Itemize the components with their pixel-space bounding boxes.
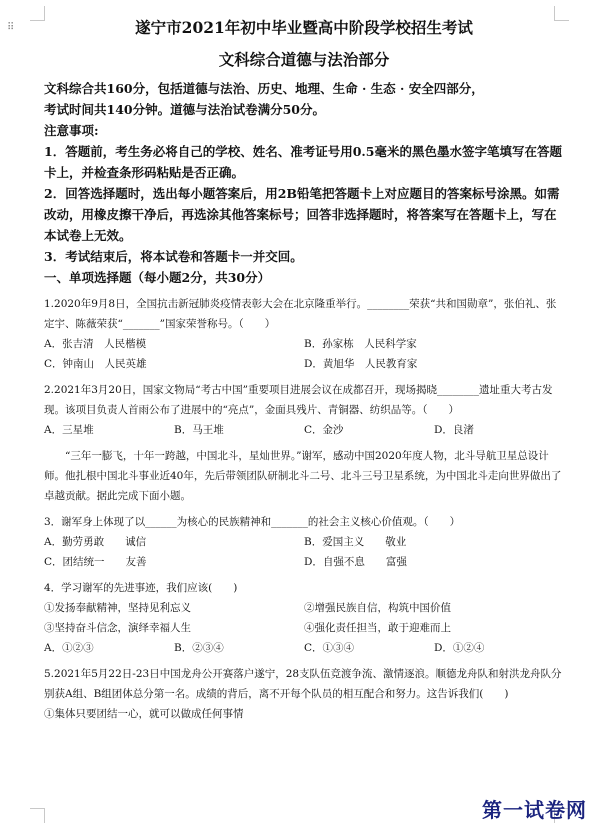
statement: ③坚持奋斗信念，演绎幸福人生 bbox=[44, 622, 191, 634]
option: C．钟南山 人民英雄 bbox=[44, 358, 147, 370]
notice-item: 1．答题前，考生务必将自己的学校、姓名、准考证号用0.5毫米的黑色墨水签字笔填写在答题卡上，并检查条形码粘贴是否正确。 bbox=[44, 144, 562, 180]
reading-passage: “三年一膨飞，十年一跨越，中国北斗，星灿世界。”谢军，感动中国2020年度人物，北斗导航卫星总设计师。他扎根中国北斗事业近40年，先后带领团队研制北斗二号、北斗三号卫星系统，为中国北斗走向世界做出了卓越贡献。据此完成下面小题。 bbox=[44, 450, 562, 502]
question-options bbox=[44, 638, 564, 658]
question-stem: 4．学习谢军的先进事迹，我们应该( ) bbox=[44, 582, 238, 594]
option: B．②③④ bbox=[174, 642, 224, 654]
option: D．良渚 bbox=[434, 424, 474, 436]
section-heading: 一、单项选择题（每小题2分，共30分） bbox=[44, 270, 271, 285]
document-body bbox=[44, 12, 564, 724]
question-options bbox=[44, 420, 564, 440]
statement: ①发扬奉献精神，坚持见利忘义 bbox=[44, 602, 191, 614]
question-stem: 5.2021年5月22日-23日中国龙舟公开赛落户遂宁，28支队伍竞渡争流、激情逐浪。顺德龙舟队和射洪龙舟队分别获A组、B组团体总分第一名。成绩的背后，离不开每个队员的相互配合和努力。这告诉我们( ) bbox=[44, 668, 562, 700]
option: B．马王堆 bbox=[174, 424, 224, 436]
question-stem: 1.2020年9月8日，全国抗击新冠肺炎疫情表彰大会在北京隆重举行。________荣获“共和国勋章”，张伯礼、张定宇、陈薇荣获“_______”国家荣誉称号。（ ） bbox=[44, 298, 557, 330]
statement: ②增强民族自信，构筑中国价值 bbox=[304, 602, 451, 614]
notice-heading: 注意事项: bbox=[44, 123, 99, 138]
intro-line-2: 考试时间共140分钟。道德与法治试卷满分50分。 bbox=[44, 102, 325, 117]
option: A．张吉清 人民楷模 bbox=[44, 338, 147, 350]
site-watermark: 第一试卷网 bbox=[482, 798, 587, 822]
notice-item: 3．考试结束后，将本试卷和答题卡一并交回。 bbox=[44, 249, 303, 264]
question-options bbox=[44, 532, 564, 572]
option: D．黄旭华 人民教育家 bbox=[304, 358, 418, 370]
question-options bbox=[44, 334, 564, 374]
option: D．①②④ bbox=[434, 642, 485, 654]
option: A．三星堆 bbox=[44, 424, 94, 436]
exam-subtitle: 文科综合道德与法治部分 bbox=[218, 50, 390, 69]
crop-mark-top-left bbox=[30, 6, 45, 21]
crop-mark-bottom-left bbox=[30, 808, 45, 823]
option: C．①③④ bbox=[304, 642, 355, 654]
option: C．金沙 bbox=[304, 424, 344, 436]
option: A．①②③ bbox=[44, 642, 94, 654]
question-stem: 3．谢军身上体现了以______为核心的民族精神和_______的社会主义核心价值观。（ ） bbox=[44, 516, 461, 528]
statement: ①集体只要团结一心，就可以做成任何事情 bbox=[44, 708, 244, 720]
option: B．爱国主义 敬业 bbox=[304, 536, 407, 548]
option: C．团结统一 友善 bbox=[44, 556, 147, 568]
option: D．自强不息 富强 bbox=[304, 556, 407, 568]
option: A．勤劳勇敢 诚信 bbox=[44, 536, 147, 548]
exam-title: 遂宁市2021年初中毕业暨高中阶段学校招生考试 bbox=[135, 18, 473, 37]
question-statements bbox=[44, 598, 564, 638]
drag-handle-icon[interactable]: ⠿ bbox=[7, 22, 16, 33]
notice-item: 2．回答选择题时，选出每小题答案后，用2B铅笔把答题卡上对应题目的答案标号涂黑。如需改动，用橡皮擦干净后，再选涂其他答案标号；回答非选择题时，将答案写在答题卡上，写在本试卷上无效。 bbox=[44, 186, 560, 243]
intro-line-1: 文科综合共160分，包括道德与法治、历史、地理、生命 · 生态 · 安全四部分， bbox=[44, 81, 484, 96]
question-stem: 2.2021年3月20日，国家文物局“考古中国”重要项目进展会议在成都召开，现场揭晓________遗址重大考古发现。该项目负责人首雨公布了进展中的“亮点”，金面具残片、青铜器、纺织品等。（ ） bbox=[44, 384, 553, 416]
option: B．孙家栋 人民科学家 bbox=[304, 338, 417, 350]
statement: ④强化责任担当，敢于迎难而上 bbox=[304, 622, 451, 634]
